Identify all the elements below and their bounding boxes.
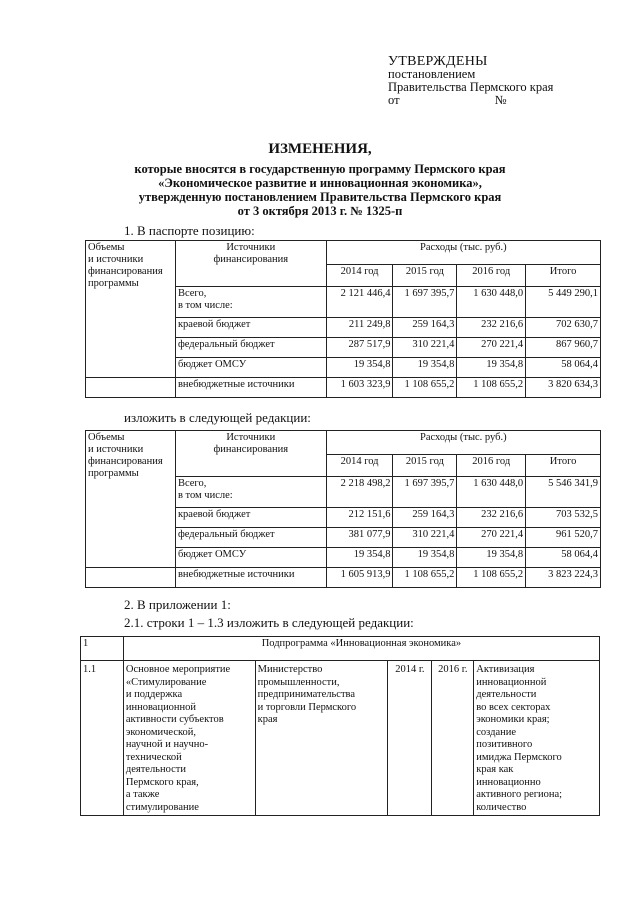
table-row: 1 Подпрограмма «Инновационная экономика» [81,637,600,661]
table-row: бюджет ОМСУ 19 354,8 19 354,8 19 354,8 58 064,4 [86,358,601,378]
restate-text-1: изложить в следующей редакции: [124,410,311,425]
section-1-heading: 1. В паспорте позицию: [124,223,255,238]
subtitle-line-4: от 3 октября 2013 г. № 1325-п [237,204,403,218]
table-row: внебюджетные источники 1 605 913,9 1 108 655,2 1 108 655,2 3 823 224,3 [86,568,601,588]
header-expenses: Расходы (тыс. руб.) [326,431,600,455]
table-row: Всего, в том числе: 2 218 498,2 1 697 395,7 1 630 448,0 5 546 341,9 [86,477,601,508]
header-2015: 2015 год [393,455,457,477]
approval-date-line [388,94,553,107]
document-subtitle [0,162,640,218]
approval-line2: постановлением [388,67,476,81]
table-row: федеральный бюджет 381 077,9 310 221,4 270 221,4 961 520,7 [86,528,601,548]
header-total: Итого [526,265,601,287]
section-2-1-heading: 2.1. строки 1 – 1.3 изложить в следующей редакции: [124,615,414,630]
approval-block [388,55,553,107]
header-2016: 2016 год [457,455,526,477]
table-row: внебюджетные источники 1 603 323,9 1 108 655,2 1 108 655,2 3 820 634,3 [86,378,601,398]
subtitle-line-2: «Экономическое развитие и инновационная экономика», [158,176,482,190]
approval-number: № [494,93,507,107]
table-row: федеральный бюджет 287 517,9 310 221,4 270 221,4 867 960,7 [86,338,601,358]
financing-table-new [85,430,601,588]
section-2-heading: 2. В приложении 1: [124,597,231,612]
header-sources: Источники финансирования [175,431,326,477]
table-row: краевой бюджет 212 151,6 259 164,3 232 216,6 703 532,5 [86,508,601,528]
header-volume: Объемы и источники финансирования программы [86,241,176,378]
subtitle-line-1: которые вносятся в государственную программу Пермского края [134,162,506,176]
header-total: Итого [526,455,601,477]
program-table [80,636,600,816]
table-row: краевой бюджет 211 249,8 259 164,3 232 216,6 702 630,7 [86,318,601,338]
financing-table-old [85,240,601,398]
header-expenses: Расходы (тыс. руб.) [326,241,600,265]
subtitle-line-3: утвержденную постановлением Правительства Пермского края [138,190,502,204]
header-2014: 2014 год [326,455,393,477]
document-title: ИЗМЕНЕНИЯ, [268,141,372,157]
table-row: 1.1 Основное мероприятие «Стимулирование и поддержка инновационной активности субъектов экономической, научной и научно- технической деятельности Пермского края, а также стимулирование Министерство промышленности, предпринимательства и торговли Пермского края 2014 г. 2016 г. Активизация инновационной деятельности во всех секторах экономики края; создание позитивного имиджа Пермского края как инновационно активного региона; количество [81,661,600,816]
header-2016: 2016 год [457,265,526,287]
approval-line3: Правительства Пермского края [388,80,554,94]
approval-title: УТВЕРЖДЕНЫ [388,54,488,69]
table-row: Всего, в том числе: 2 121 446,4 1 697 395,7 1 630 448,0 5 449 290,1 [86,287,601,318]
header-volume: Объемы и источники финансирования программы [86,431,176,568]
header-sources: Источники финансирования [175,241,326,287]
approval-from: от [388,93,400,107]
header-2014: 2014 год [326,265,393,287]
table-row: бюджет ОМСУ 19 354,8 19 354,8 19 354,8 58 064,4 [86,548,601,568]
header-2015: 2015 год [393,265,457,287]
